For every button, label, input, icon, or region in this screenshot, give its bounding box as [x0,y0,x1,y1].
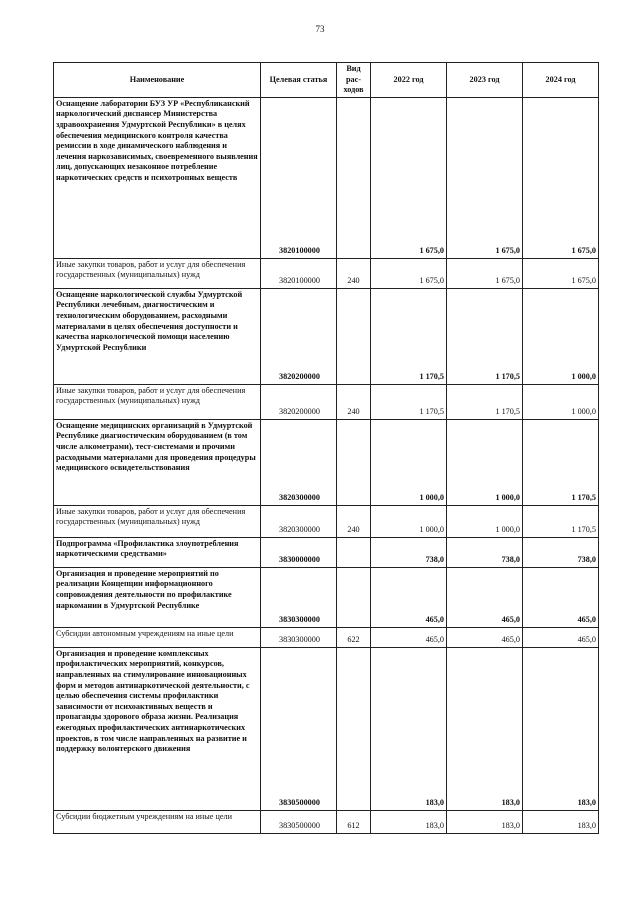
header-code: Целевая статья [261,63,337,98]
row-name-cell: Подпрограмма «Профилактика злоупотребления наркотическими средствами» [54,537,261,567]
row-name-cell: Иные закупки товаров, работ и услуг для обеспечения государственных (муниципальных) нужд [54,505,261,537]
row-2022-cell: 1 170,5 [371,288,447,384]
row-code-cell: 3820100000 [261,97,337,258]
row-code-cell: 3830500000 [261,810,337,833]
row-2023-cell: 1 170,5 [447,288,523,384]
row-code-cell: 3820200000 [261,384,337,419]
row-name-cell: Иные закупки товаров, работ и услуг для обеспечения государственных (муниципальных) нужд [54,384,261,419]
row-kind-cell [337,537,371,567]
table-row [54,288,599,384]
row-2024-cell: 465,0 [523,567,599,627]
row-2024-cell: 183,0 [523,647,599,810]
row-2022-cell: 465,0 [371,567,447,627]
row-kind-cell [337,288,371,384]
row-2022-cell: 1 170,5 [371,384,447,419]
row-2022-cell: 183,0 [371,647,447,810]
row-2022-cell: 1 675,0 [371,258,447,288]
row-kind-cell: 612 [337,810,371,833]
row-name-cell: Субсидии бюджетным учреждениям на иные цели [54,810,261,833]
page-number: 73 [315,24,325,34]
table-row [54,505,599,537]
row-kind-cell [337,419,371,505]
table-row [54,810,599,833]
row-2023-cell: 1 170,5 [447,384,523,419]
row-2023-cell: 1 000,0 [447,419,523,505]
row-2022-cell: 183,0 [371,810,447,833]
row-2024-cell: 1 675,0 [523,258,599,288]
row-2023-cell: 465,0 [447,627,523,647]
table-row [54,384,599,419]
row-name-cell: Организация и проведение комплексных профилактических мероприятий, конкурсов, направленных на стимулирование инновационных форм и методов антинаркотической деятельности, с целью обеспечения системы профилактики зависимости от психоактивных веществ и пропаганды здорового образа жизни. Реализация ежегодных профилактических антинаркотических проектов, в том числе направленных на развитие и поддержку волонтерского движения [54,647,261,810]
row-code-cell: 3820300000 [261,419,337,505]
table-row [54,97,599,258]
row-2023-cell: 738,0 [447,537,523,567]
row-2022-cell: 738,0 [371,537,447,567]
row-2023-cell: 1 675,0 [447,258,523,288]
row-name-cell: Оснащение лаборатории БУЗ УР «Республиканский наркологический диспансер Министерства здравоохранения Удмуртской Республики» в целях обеспечения медицинского контроля качества ремиссии в ходе динамического наблюдения и лечения наркозависимых, своевременного выявления лиц, допускающих незаконное потребление наркотических средств и психотропных веществ [54,97,261,258]
row-code-cell: 3820100000 [261,258,337,288]
row-name-cell: Иные закупки товаров, работ и услуг для обеспечения государственных (муниципальных) нужд [54,258,261,288]
header-2023: 2023 год [447,63,523,98]
row-kind-cell: 240 [337,505,371,537]
row-2024-cell: 1 170,5 [523,505,599,537]
row-kind-cell [337,647,371,810]
row-2024-cell: 1 675,0 [523,97,599,258]
header-2022: 2022 год [371,63,447,98]
table-row [54,567,599,627]
table-row [54,647,599,810]
row-2023-cell: 183,0 [447,647,523,810]
row-2022-cell: 1 000,0 [371,419,447,505]
row-name-cell: Оснащение наркологической службы Удмуртской Республики лечебным, диагностическим и технологическим оборудованием, расходными материалами в целях обеспечения доступности и качества наркологической помощи населению Удмуртской Республики [54,288,261,384]
row-2024-cell: 183,0 [523,810,599,833]
row-2022-cell: 1 000,0 [371,505,447,537]
table-row [54,258,599,288]
table-row [54,627,599,647]
header-2024: 2024 год [523,63,599,98]
header-kind: Вид рас-ходов [337,63,371,98]
budget-table [53,62,599,834]
row-kind-cell [337,567,371,627]
row-kind-cell: 240 [337,384,371,419]
row-kind-cell [337,97,371,258]
row-2023-cell: 183,0 [447,810,523,833]
row-name-cell: Субсидии автономным учреждениям на иные цели [54,627,261,647]
row-2022-cell: 1 675,0 [371,97,447,258]
row-kind-cell: 622 [337,627,371,647]
row-2023-cell: 465,0 [447,567,523,627]
row-code-cell: 3820200000 [261,288,337,384]
row-2024-cell: 1 000,0 [523,384,599,419]
row-name-cell: Оснащение медицинских организаций в Удмуртской Республике диагностическим оборудованием (в том числе алкометрами), тест-системами и прочими расходными материалами для проведения процедуры медицинского освидетельствования [54,419,261,505]
row-2024-cell: 738,0 [523,537,599,567]
row-2023-cell: 1 675,0 [447,97,523,258]
row-code-cell: 3830000000 [261,537,337,567]
row-name-cell: Организация и проведение мероприятий по реализации Концепции информационного сопровождения деятельности по профилактике наркомании в Удмуртской Республике [54,567,261,627]
row-code-cell: 3820300000 [261,505,337,537]
row-2024-cell: 1 000,0 [523,288,599,384]
row-kind-cell: 240 [337,258,371,288]
row-code-cell: 3830300000 [261,567,337,627]
table-header-row [54,63,599,98]
row-2024-cell: 1 170,5 [523,419,599,505]
table-row [54,419,599,505]
row-2023-cell: 1 000,0 [447,505,523,537]
header-name: Наименование [54,63,261,98]
row-code-cell: 3830300000 [261,627,337,647]
table-row [54,537,599,567]
row-code-cell: 3830500000 [261,647,337,810]
row-2024-cell: 465,0 [523,627,599,647]
row-2022-cell: 465,0 [371,627,447,647]
